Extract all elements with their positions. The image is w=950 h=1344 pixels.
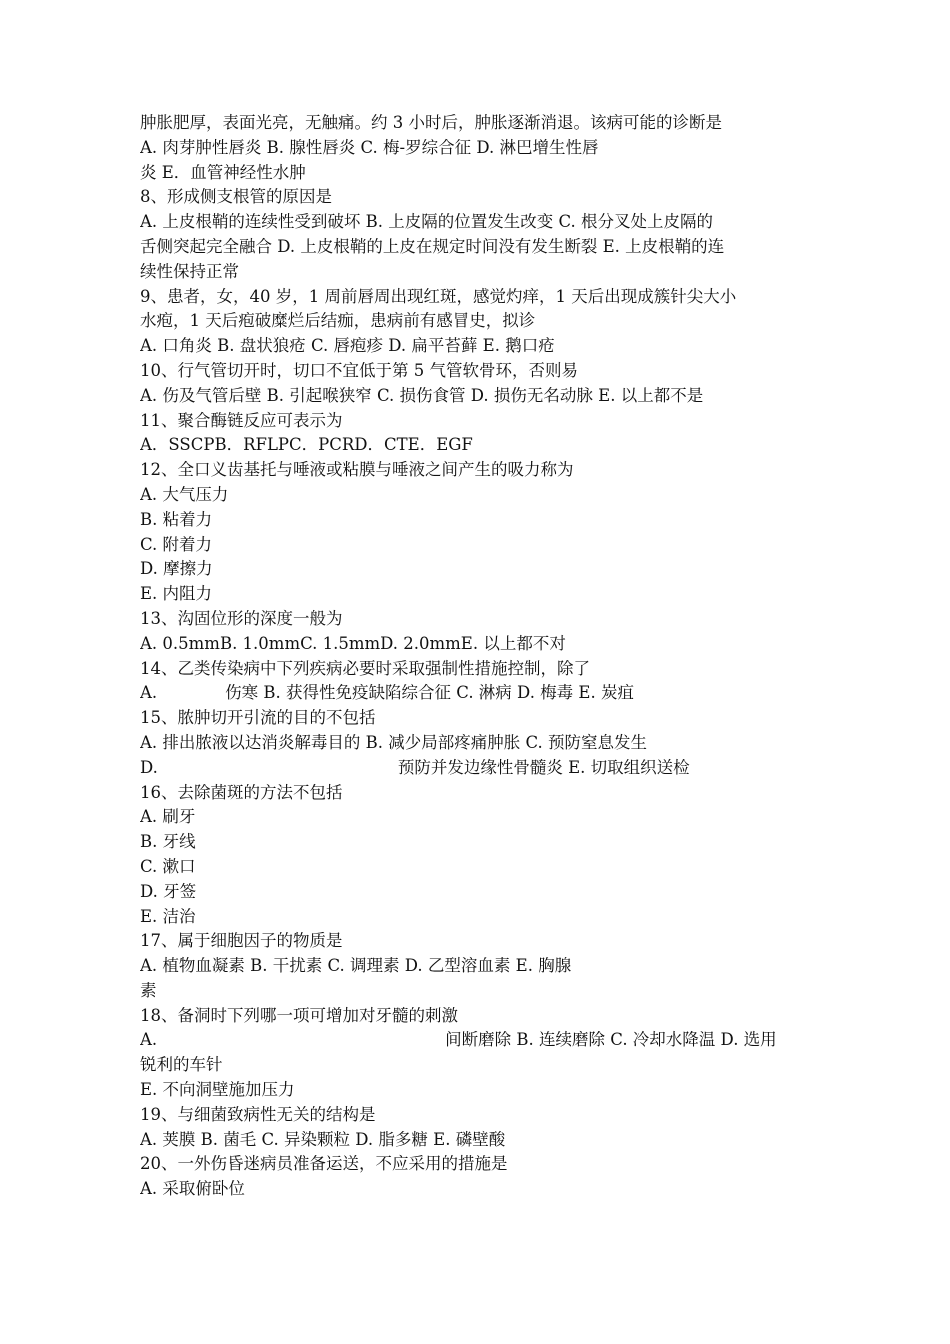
- question-12: 12、全口义齿基托与唾液或粘膜与唾液之间产生的吸力称为: [140, 460, 574, 480]
- question-13: 13、沟固位形的深度一般为: [140, 608, 343, 628]
- option-line: A. 大气压力: [140, 484, 229, 504]
- text-line: A. 上皮根鞘的连续性受到破坏 B. 上皮隔的位置发生改变 C. 根分叉处上皮隔的: [140, 212, 714, 232]
- option-label: A.: [140, 683, 158, 703]
- option-line: B. 牙线: [140, 832, 196, 852]
- question-11: 11、聚合酶链反应可表示为: [140, 410, 343, 430]
- text-line: A．SSCPB．RFLPC．PCRD．CTE．EGF: [140, 435, 473, 455]
- question-15: 15、脓肿切开引流的目的不包括: [140, 708, 376, 728]
- text-line: 炎 E．血管神经性水肿: [140, 162, 306, 182]
- question-9: 9、患者，女，40 岁，1 周前唇周出现红斑，感觉灼痒，1 天后出现成簇针尖大小: [140, 286, 737, 306]
- option-line: D. 牙签: [140, 881, 197, 901]
- question-16: 16、去除菌斑的方法不包括: [140, 782, 343, 802]
- option-text: 伤寒 B. 获得性免疫缺陷综合征 C. 淋病 D. 梅毒 E. 炭疽: [225, 683, 634, 703]
- text-line: A. 排出脓液以达消炎解毒目的 B. 减少局部疼痛肿胀 C. 预防窒息发生: [140, 732, 648, 752]
- option-label: A.: [140, 1030, 158, 1050]
- text-line: 舌侧突起完全融合 D. 上皮根鞘的上皮在规定时间没有发生断裂 E. 上皮根鞘的连: [140, 236, 725, 256]
- split-line: [140, 681, 820, 706]
- option-label: D.: [140, 757, 158, 777]
- question-10: 10、行气管切开时，切口不宜低于第 5 气管软骨环，否则易: [140, 360, 578, 380]
- text-line: A. 荚膜 B. 菌毛 C. 异染颗粒 D. 脂多糖 E. 磷壁酸: [140, 1129, 506, 1149]
- question-17: 17、属于细胞因子的物质是: [140, 931, 343, 951]
- text-line: 肿胀肥厚，表面光亮，无触痛。约 3 小时后，肿胀逐渐消退。该病可能的诊断是: [140, 113, 722, 132]
- option-line: B. 粘着力: [140, 509, 213, 529]
- option-line: E. 内阻力: [140, 584, 213, 604]
- text-line: A. 植物血凝素 B. 干扰素 C. 调理素 D. 乙型溶血素 E. 胸腺: [140, 956, 572, 976]
- option-line: A. 刷牙: [140, 807, 196, 827]
- text-line: A. 0.5mmB. 1.0mmC. 1.5mmD. 2.0mmE. 以上都不对: [140, 633, 566, 653]
- text-line: 续性保持正常: [140, 261, 239, 281]
- option-text: 间断磨除 B. 连续磨除 C. 冷却水降温 D. 选用: [445, 1030, 777, 1050]
- question-8: 8、形成侧支根管的原因是: [140, 187, 332, 207]
- split-line: [140, 756, 820, 781]
- split-line: [140, 1028, 820, 1053]
- option-text: 预防并发边缘性骨髓炎 E. 切取组织送检: [397, 757, 690, 777]
- question-19: 19、与细菌致病性无关的结构是: [140, 1104, 376, 1124]
- text-line: 素: [140, 980, 157, 1000]
- question-18: 18、备洞时下列哪一项可增加对牙髓的刺激: [140, 1005, 458, 1025]
- question-14: 14、乙类传染病中下列疾病必要时采取强制性措施控制，除了: [140, 658, 590, 678]
- text-line: A. 肉芽肿性唇炎 B. 腺性唇炎 C. 梅-罗综合征 D. 淋巴增生性唇: [140, 137, 599, 157]
- option-line: E. 洁治: [140, 906, 196, 926]
- option-line: D. 摩擦力: [140, 559, 213, 579]
- question-20: 20、一外伤昏迷病员准备运送，不应采用的措施是: [140, 1154, 508, 1174]
- text-line: 水疱，1 天后疱破糜烂后结痂，患病前有感冒史，拟诊: [140, 311, 536, 331]
- option-line: C. 附着力: [140, 534, 213, 554]
- option-line: A. 采取俯卧位: [140, 1179, 245, 1199]
- text-line: 锐利的车针: [140, 1055, 223, 1075]
- text-line: A. 口角炎 B. 盘状狼疮 C. 唇疱疹 D. 扁平苔藓 E. 鹅口疮: [140, 336, 555, 356]
- option-line: E. 不向洞壁施加压力: [140, 1080, 295, 1100]
- option-line: C. 漱口: [140, 856, 196, 876]
- text-line: A. 伤及气管后壁 B. 引起喉狭窄 C. 损伤食管 D. 损伤无名动脉 E. 以上都不是: [140, 385, 704, 405]
